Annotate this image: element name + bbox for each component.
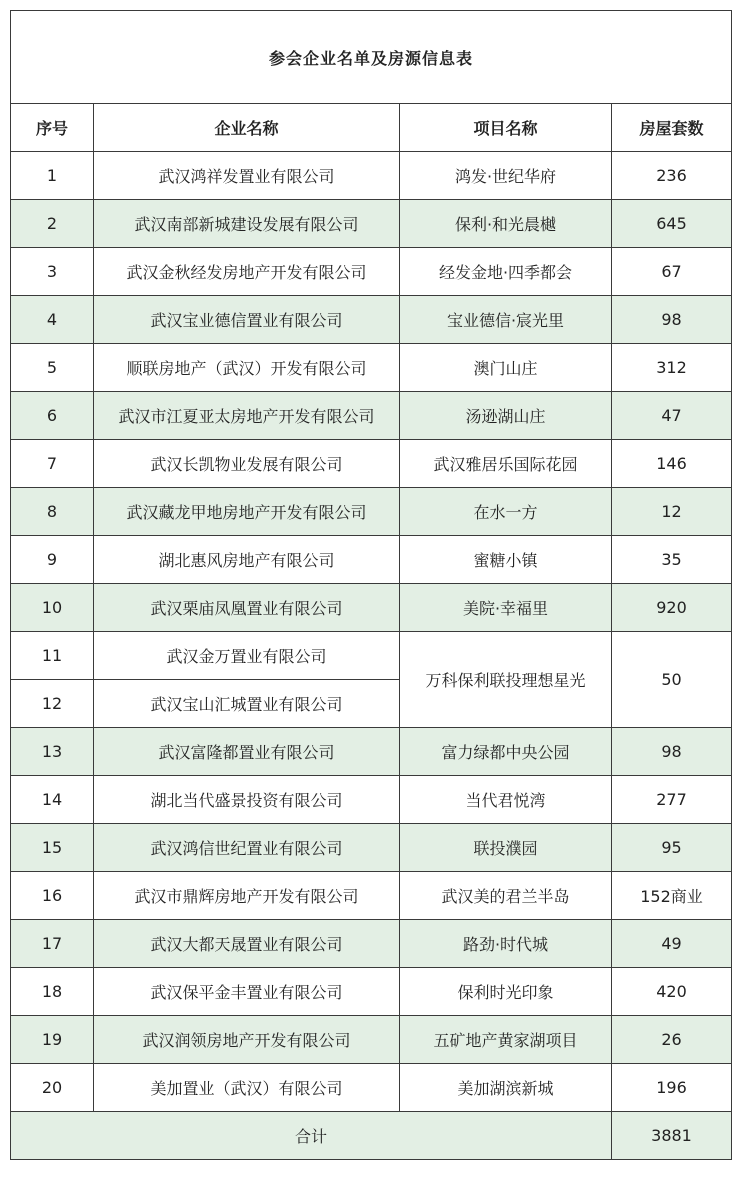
- company-cell: 顺联房地产（武汉）开发有限公司: [94, 344, 400, 392]
- table-row: [11, 440, 732, 488]
- title-row: [11, 11, 732, 104]
- seq-cell: 18: [11, 968, 94, 1016]
- project-cell: 经发金地·四季都会: [400, 248, 612, 296]
- header-units: 房屋套数: [612, 104, 732, 152]
- units-cell: 67: [612, 248, 732, 296]
- table-row: [11, 632, 732, 680]
- seq-cell: 10: [11, 584, 94, 632]
- company-cell: 武汉鸿祥发置业有限公司: [94, 152, 400, 200]
- units-cell: 420: [612, 968, 732, 1016]
- units-cell: 196: [612, 1064, 732, 1112]
- units-cell-merged: 50: [612, 632, 732, 728]
- table-row: [11, 968, 732, 1016]
- project-cell: 澳门山庄: [400, 344, 612, 392]
- units-cell: 146: [612, 440, 732, 488]
- project-cell: 蜜糖小镇: [400, 536, 612, 584]
- units-cell: 236: [612, 152, 732, 200]
- project-cell: 武汉美的君兰半岛: [400, 872, 612, 920]
- project-cell: 当代君悦湾: [400, 776, 612, 824]
- table-row: [11, 824, 732, 872]
- seq-cell: 8: [11, 488, 94, 536]
- project-cell: 五矿地产黄家湖项目: [400, 1016, 612, 1064]
- seq-cell: 12: [11, 680, 94, 728]
- units-cell: 49: [612, 920, 732, 968]
- table-row: [11, 248, 732, 296]
- header-seq: 序号: [11, 104, 94, 152]
- housing-info-table: [10, 10, 732, 1160]
- table-row: [11, 1064, 732, 1112]
- company-cell: 武汉南部新城建设发展有限公司: [94, 200, 400, 248]
- table-title: 参会企业名单及房源信息表: [11, 11, 732, 104]
- units-cell: 152商业: [612, 872, 732, 920]
- header-row: [11, 104, 732, 152]
- seq-cell: 6: [11, 392, 94, 440]
- seq-cell: 1: [11, 152, 94, 200]
- table-row: [11, 1016, 732, 1064]
- seq-cell: 14: [11, 776, 94, 824]
- table-row: [11, 584, 732, 632]
- project-cell: 路劲·时代城: [400, 920, 612, 968]
- total-units: 3881: [612, 1112, 732, 1160]
- table-row: [11, 296, 732, 344]
- seq-cell: 16: [11, 872, 94, 920]
- seq-cell: 2: [11, 200, 94, 248]
- seq-cell: 7: [11, 440, 94, 488]
- seq-cell: 15: [11, 824, 94, 872]
- header-project: 项目名称: [400, 104, 612, 152]
- project-cell: 宝业德信·宸光里: [400, 296, 612, 344]
- total-label: 合计: [11, 1112, 612, 1160]
- units-cell: 95: [612, 824, 732, 872]
- company-cell: 湖北当代盛景投资有限公司: [94, 776, 400, 824]
- units-cell: 645: [612, 200, 732, 248]
- company-cell: 武汉富隆都置业有限公司: [94, 728, 400, 776]
- project-cell: 武汉雅居乐国际花园: [400, 440, 612, 488]
- units-cell: 98: [612, 728, 732, 776]
- company-cell: 武汉宝山汇城置业有限公司: [94, 680, 400, 728]
- project-cell: 汤逊湖山庄: [400, 392, 612, 440]
- units-cell: 12: [612, 488, 732, 536]
- company-cell: 武汉鸿信世纪置业有限公司: [94, 824, 400, 872]
- seq-cell: 5: [11, 344, 94, 392]
- units-cell: 26: [612, 1016, 732, 1064]
- units-cell: 920: [612, 584, 732, 632]
- seq-cell: 13: [11, 728, 94, 776]
- project-cell: 保利·和光晨樾: [400, 200, 612, 248]
- project-cell: 保利时光印象: [400, 968, 612, 1016]
- table-row: [11, 344, 732, 392]
- seq-cell: 4: [11, 296, 94, 344]
- company-cell: 武汉金秋经发房地产开发有限公司: [94, 248, 400, 296]
- seq-cell: 19: [11, 1016, 94, 1064]
- seq-cell: 9: [11, 536, 94, 584]
- company-cell: 武汉栗庙凤凰置业有限公司: [94, 584, 400, 632]
- units-cell: 277: [612, 776, 732, 824]
- project-cell: 美院·幸福里: [400, 584, 612, 632]
- seq-cell: 17: [11, 920, 94, 968]
- header-company: 企业名称: [94, 104, 400, 152]
- table-row: [11, 488, 732, 536]
- table-row: [11, 392, 732, 440]
- company-cell: 武汉宝业德信置业有限公司: [94, 296, 400, 344]
- project-cell: 在水一方: [400, 488, 612, 536]
- seq-cell: 11: [11, 632, 94, 680]
- company-cell: 湖北惠风房地产有限公司: [94, 536, 400, 584]
- table-row: [11, 872, 732, 920]
- company-cell: 武汉长凯物业发展有限公司: [94, 440, 400, 488]
- total-row: [11, 1112, 732, 1160]
- company-cell: 武汉润领房地产开发有限公司: [94, 1016, 400, 1064]
- company-cell: 武汉保平金丰置业有限公司: [94, 968, 400, 1016]
- project-cell: 鸿发·世纪华府: [400, 152, 612, 200]
- company-cell: 武汉金万置业有限公司: [94, 632, 400, 680]
- units-cell: 312: [612, 344, 732, 392]
- units-cell: 98: [612, 296, 732, 344]
- table-row: [11, 200, 732, 248]
- company-cell: 武汉藏龙甲地房地产开发有限公司: [94, 488, 400, 536]
- table-row: [11, 536, 732, 584]
- company-cell: 美加置业（武汉）有限公司: [94, 1064, 400, 1112]
- seq-cell: 3: [11, 248, 94, 296]
- company-cell: 武汉市江夏亚太房地产开发有限公司: [94, 392, 400, 440]
- units-cell: 35: [612, 536, 732, 584]
- table-row: [11, 776, 732, 824]
- units-cell: 47: [612, 392, 732, 440]
- project-cell: 美加湖滨新城: [400, 1064, 612, 1112]
- project-cell: 富力绿都中央公园: [400, 728, 612, 776]
- table-row: [11, 920, 732, 968]
- company-cell: 武汉市鼎辉房地产开发有限公司: [94, 872, 400, 920]
- project-cell-merged: 万科保利联投理想星光: [400, 632, 612, 728]
- project-cell: 联投濮园: [400, 824, 612, 872]
- company-cell: 武汉大都天晟置业有限公司: [94, 920, 400, 968]
- seq-cell: 20: [11, 1064, 94, 1112]
- table-row: [11, 728, 732, 776]
- table-row: [11, 152, 732, 200]
